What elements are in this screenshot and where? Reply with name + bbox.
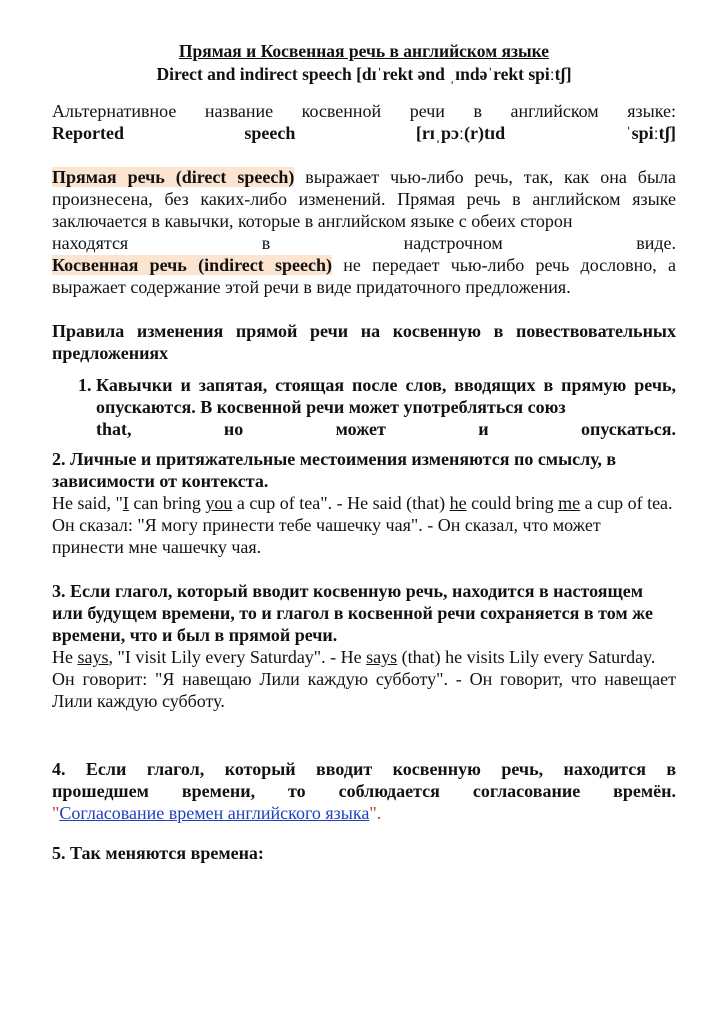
text: a cup of tea.	[580, 493, 673, 513]
quote-mark: ".	[369, 803, 382, 823]
document-page	[52, 40, 676, 864]
rule-1-item	[96, 374, 676, 440]
text: can bring	[128, 493, 206, 513]
word: но	[223, 419, 244, 439]
rule-1-justified-line	[96, 418, 676, 440]
word: вводит	[316, 759, 373, 779]
text: a cup of tea". - He said (that)	[232, 493, 450, 513]
rule-1-text: Кавычки и запятая, стоящая после слов, вводящих в прямую речь, опускаются. В косвенной речи может употребляться союз	[96, 375, 676, 417]
alt-name-line: Альтернативное название косвенной речи в английском языке:	[52, 101, 676, 121]
text: He	[52, 647, 78, 667]
word: Если	[85, 759, 127, 779]
tense-agreement-link[interactable]: Согласование времен английского языка	[59, 803, 370, 823]
alt-word: speech	[244, 123, 296, 143]
rule-3-heading: 3. Если глагол, который вводит косвенную речь, находится в настоящем или будущем времени, то и глагол в косвенной речи сохраняется в том же времени, что и был в прямой речи.	[52, 581, 653, 645]
underlined-word: me	[558, 493, 581, 513]
underlined-word: he	[449, 493, 467, 513]
rule-3-example-en	[52, 646, 676, 668]
underlined-word: says	[366, 647, 398, 667]
intro-indirect-paragraph	[52, 254, 676, 298]
title-ru: Прямая и Косвенная речь в английском языке	[178, 41, 550, 61]
text: He said, "	[52, 493, 123, 513]
rule-2-heading: 2. Личные и притяжательные местоимения изменяются по смыслу, в зависимости от контекста.	[52, 449, 617, 491]
rule-1-list	[52, 374, 676, 440]
rule-2-example-ru: Он сказал: "Я могу принести тебе чашечку чая". - Он сказал, что может принести мне чашечку чая.	[52, 515, 601, 557]
word: глагол,	[146, 759, 205, 779]
word: опускаться.	[580, 419, 677, 439]
underlined-word: you	[205, 493, 233, 513]
word: речь,	[501, 759, 544, 779]
word: и	[478, 419, 489, 439]
underlined-word: I	[122, 493, 129, 513]
indirect-speech-text: не передает чью-либо речь дословно, а выражает содержание этой речи в виде придаточного предложения.	[52, 255, 677, 297]
intro-justified-line	[52, 232, 676, 254]
rule-5-heading: 5. Так меняются времена:	[52, 843, 264, 863]
rule-4-heading-line2: прошедшем времени, то соблюдается согласование времён.	[52, 781, 676, 801]
indirect-speech-term: Косвенная речь (indirect speech)	[52, 255, 332, 275]
quote-mark: "	[52, 803, 60, 823]
rule-2-example-en	[52, 492, 676, 514]
word: находится	[563, 759, 646, 779]
word: который	[224, 759, 296, 779]
rule-4-heading-line1	[52, 758, 676, 780]
alt-name-term	[52, 122, 676, 144]
text: , "I visit Lily every Saturday". - He	[108, 647, 367, 667]
alt-word: Reported	[52, 123, 124, 143]
rules-heading: Правила изменения прямой речи на косвенную в повествовательных предложениях	[52, 321, 676, 363]
title-en: Direct and indirect speech [dɪˈrekt ənd ˌɪndəˈrekt spiːtʃ]	[156, 64, 572, 84]
word: надстрочном	[403, 233, 503, 253]
word: виде.	[636, 233, 677, 253]
word: может	[335, 419, 386, 439]
word: в	[261, 233, 271, 253]
text: could bring	[466, 493, 559, 513]
rule-4-link-line	[52, 802, 676, 824]
word: находятся	[52, 233, 129, 253]
word: косвенную	[392, 759, 481, 779]
document-title	[52, 40, 676, 86]
word: that,	[96, 419, 132, 439]
direct-speech-text: выражает чью-либо речь, так, как она была произнесена, без каких-либо изменений. Прямая речь в английском языке заключается в кавычки, которые в английском языке с обеих сторон	[52, 167, 677, 231]
word: в	[666, 759, 677, 779]
alt-word: ˈspiːtʃ]	[625, 123, 677, 143]
intro-direct-paragraph	[52, 166, 676, 232]
underlined-word: says	[77, 647, 109, 667]
alt-word: [rɪˌpɔː(r)tɪd	[415, 123, 506, 143]
text: (that) he visits Lily every Saturday.	[397, 647, 656, 667]
word: 4.	[52, 759, 66, 779]
rule-3-example-ru: Он говорит: "Я навещаю Лили каждую субботу". - Он говорит, что навещает Лили каждую субботу.	[52, 669, 676, 711]
direct-speech-term: Прямая речь (direct speech)	[52, 167, 295, 187]
